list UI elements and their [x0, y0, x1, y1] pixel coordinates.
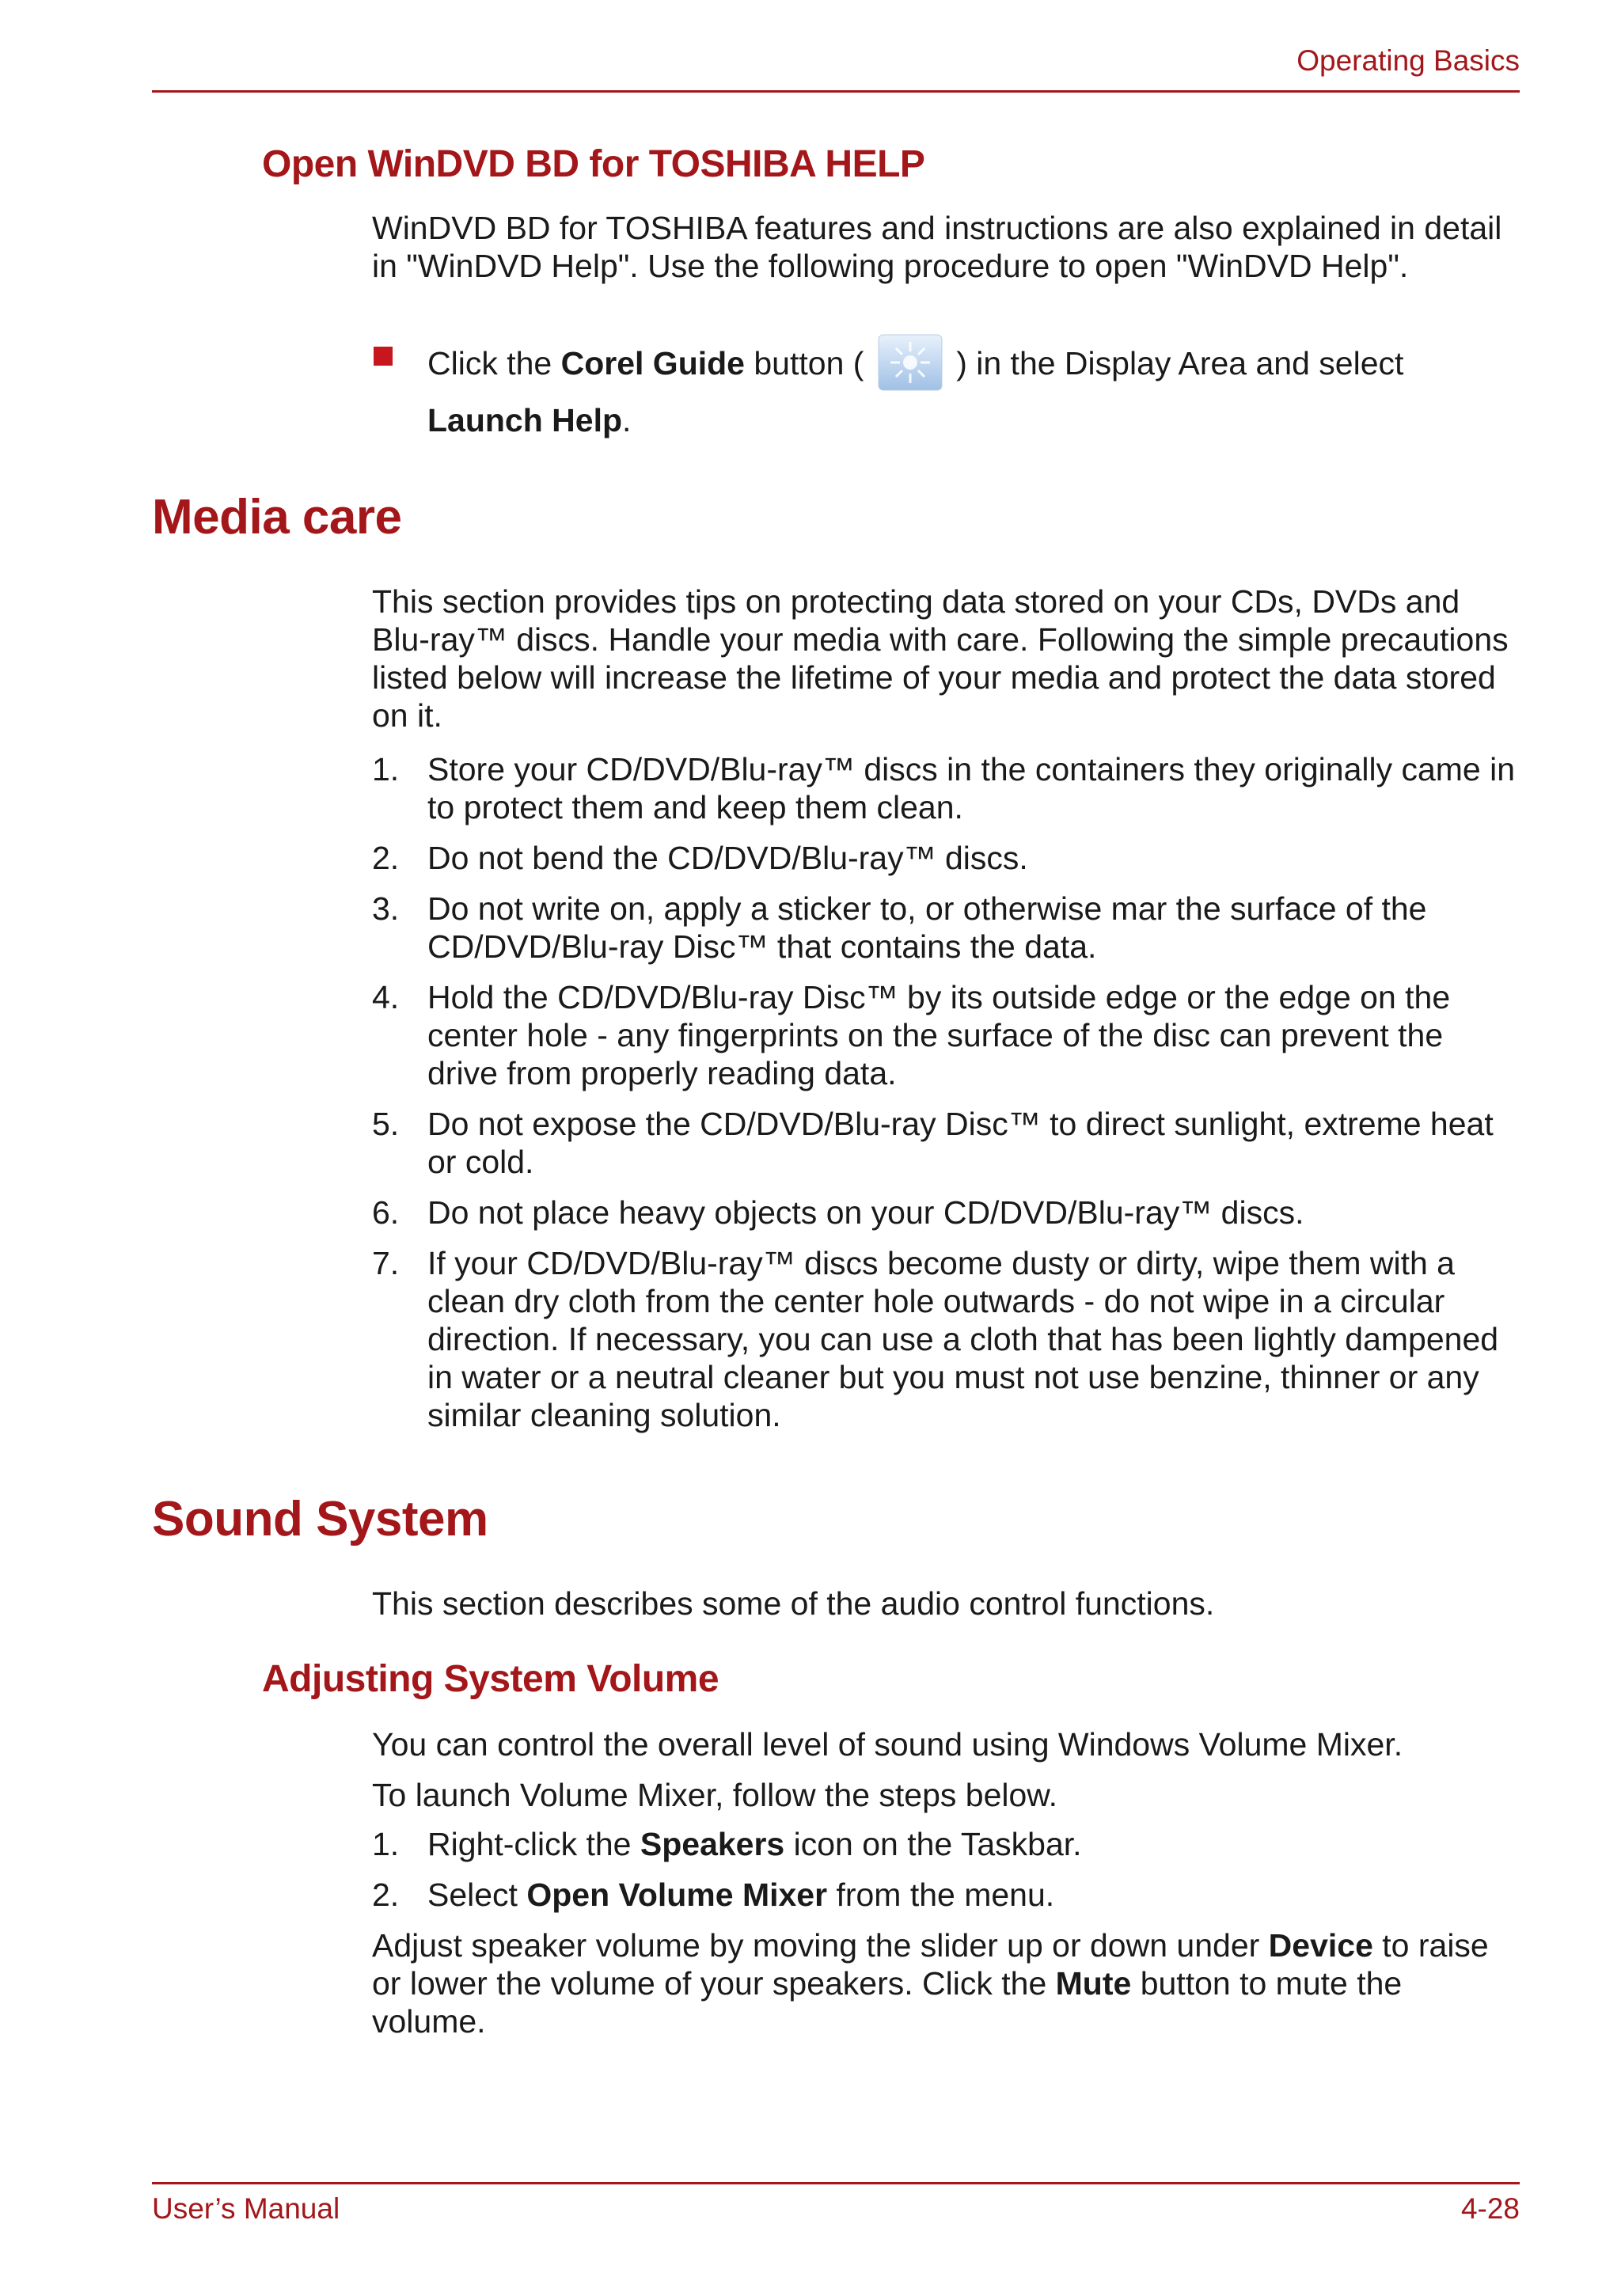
windvd-bullet-line1 — [427, 337, 1520, 394]
speakers-label: Speakers — [640, 1826, 785, 1862]
bullet-text-pre: Click the — [427, 345, 561, 381]
windvd-bullet-line2 — [427, 394, 1520, 446]
list-item-number: 7. — [372, 1245, 400, 1281]
list-item — [372, 1244, 1520, 1434]
step-text-pre: Right-click the — [427, 1826, 640, 1862]
list-item-text: Store your CD/DVD/Blu-ray™ discs in the containers they originally came in to protect them and keep them clean. — [427, 751, 1516, 825]
sound-system-heading: Sound System — [152, 1492, 488, 1546]
windvd-bullet-item — [372, 337, 1520, 446]
media-care-heading: Media care — [152, 490, 402, 545]
list-item-text: Do not write on, apply a sticker to, or otherwise mar the surface of the CD/DVD/Blu-ray Disc™ that contains the data. — [427, 890, 1427, 965]
corel-guide-icon — [878, 334, 943, 391]
footer-rule — [152, 2182, 1520, 2184]
mute-label: Mute — [1055, 1965, 1132, 2002]
running-header: Operating Basics — [1296, 44, 1520, 77]
volume-para-1: You can control the overall level of sound using Windows Volume Mixer. — [372, 1726, 1403, 1763]
header-rule — [152, 90, 1520, 93]
list-item-number: 3. — [372, 890, 400, 927]
list-item — [372, 1825, 1520, 1863]
volume-steps-list — [372, 1825, 1520, 1926]
para3-text-a: Adjust speaker volume by moving the slider up or down under — [372, 1927, 1269, 1964]
list-item-text: Do not bend the CD/DVD/Blu-ray™ discs. — [427, 840, 1028, 876]
windvd-intro: WinDVD BD for TOSHIBA features and instructions are also explained in detail in "WinDVD Help". Use the following procedure to open "WinDVD Help". — [372, 210, 1502, 284]
list-item-text: Do not place heavy objects on your CD/DVD/Blu-ray™ discs. — [427, 1194, 1304, 1231]
bullet-square-icon — [374, 347, 393, 366]
list-item-number: 1. — [372, 1826, 400, 1862]
list-item-text: Do not expose the CD/DVD/Blu-ray Disc™ to direct sunlight, extreme heat or cold. — [427, 1106, 1494, 1180]
sound-system-intro: This section describes some of the audio control functions. — [372, 1585, 1215, 1622]
bullet-text-end: . — [622, 402, 632, 439]
open-volume-mixer-label: Open Volume Mixer — [526, 1877, 828, 1913]
bullet-text-post: ) in the Display Area and select — [947, 345, 1404, 381]
page-number: 4-28 — [1460, 2192, 1520, 2225]
list-item-number: 1. — [372, 751, 400, 787]
launch-help-label: Launch Help — [427, 402, 623, 439]
list-item — [372, 839, 1520, 877]
device-label: Device — [1268, 1927, 1373, 1964]
media-care-list — [372, 750, 1520, 1447]
step-text-post: from the menu. — [827, 1877, 1055, 1913]
windvd-help-heading: Open WinDVD BD for TOSHIBA HELP — [262, 143, 925, 185]
volume-para-3 — [372, 1926, 1520, 2040]
list-item-number: 4. — [372, 979, 400, 1015]
list-item-number: 2. — [372, 840, 400, 876]
list-item-number: 2. — [372, 1877, 400, 1913]
para3-text-e: button to mute the volume. — [372, 1965, 1403, 2040]
list-item — [372, 1105, 1520, 1181]
list-item-text: If your CD/DVD/Blu-ray™ discs become dusty or dirty, wipe them with a clean dry cloth from the center hole outwards - do not wipe in a circular direction. If necessary, you can use a cloth that has been lightly dampened in water or a neutral cleaner but you must not use benzine, thinner or any similar cleaning solution. — [427, 1245, 1499, 1433]
list-item — [372, 1876, 1520, 1914]
footer-manual-title: User’s Manual — [152, 2192, 340, 2225]
list-item — [372, 978, 1520, 1092]
list-item-number: 5. — [372, 1106, 400, 1142]
media-care-intro: This section provides tips on protecting data stored on your CDs, DVDs and Blu-ray™ discs. Handle your media with care. Following the simple precautions listed below will increase the lifetime of your media and protect the data stored on it. — [372, 583, 1509, 734]
list-item — [372, 890, 1520, 966]
step-text-pre: Select — [427, 1877, 527, 1913]
volume-para-2: To launch Volume Mixer, follow the steps below. — [372, 1777, 1058, 1813]
corel-guide-label: Corel Guide — [560, 345, 745, 381]
list-item — [372, 750, 1520, 826]
step-text-post: icon on the Taskbar. — [784, 1826, 1082, 1862]
adjusting-volume-heading: Adjusting System Volume — [262, 1658, 719, 1700]
bullet-text-mid: button ( — [744, 345, 873, 381]
list-item-text: Hold the CD/DVD/Blu-ray Disc™ by its outside edge or the edge on the center hole - any fingerprints on the surface of the disc can prevent the drive from properly reading data. — [427, 979, 1451, 1091]
para3-text-c: to raise or lower the volume of your speakers. Click the — [372, 1927, 1489, 2002]
list-item-number: 6. — [372, 1194, 400, 1231]
list-item — [372, 1194, 1520, 1231]
